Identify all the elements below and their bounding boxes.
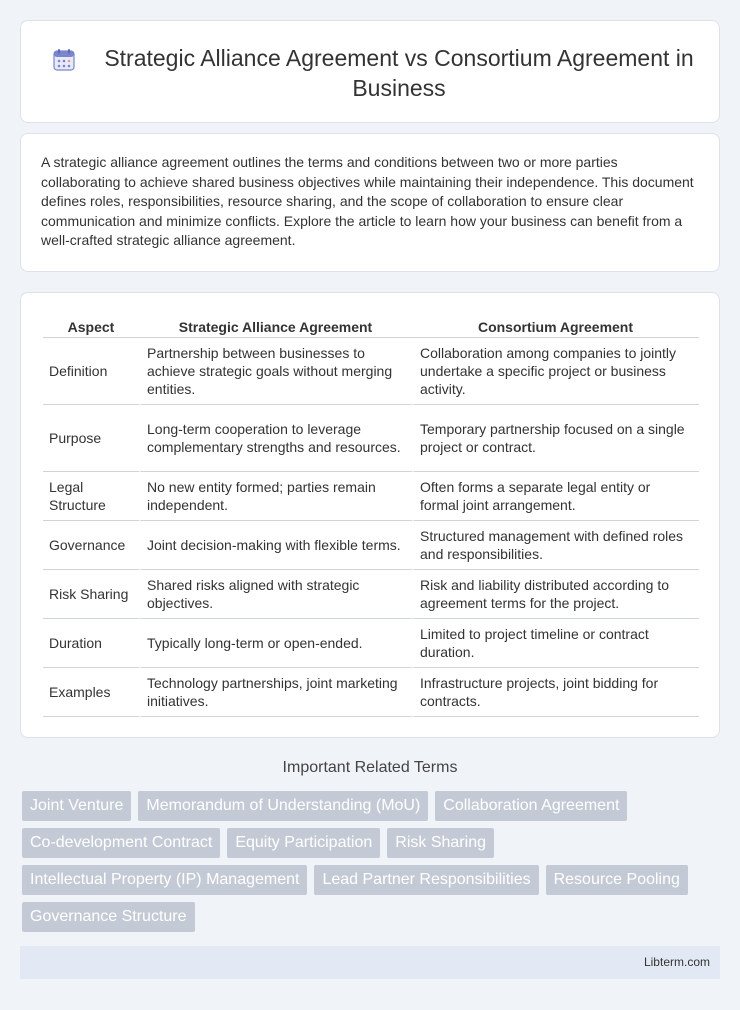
row-strategic-alliance: Long-term cooperation to leverage complementary strengths and resources. [139,405,412,472]
tag-mou[interactable]: Memorandum of Understanding (MoU) [138,791,428,821]
row-strategic-alliance: Technology partnerships, joint marketing initiatives. [139,668,412,717]
table-row [43,338,699,405]
table-row [43,619,699,668]
tag-collaboration-agreement[interactable]: Collaboration Agreement [435,791,627,821]
tag-resource-pooling[interactable]: Resource Pooling [546,865,688,895]
related-terms-list [22,791,722,939]
title-card [20,20,720,123]
related-terms-title: Important Related Terms [282,759,458,776]
row-strategic-alliance: Partnership between businesses to achieve strategic goals without merging entities. [139,338,412,405]
row-strategic-alliance: Joint decision-making with flexible terms. [139,521,412,570]
row-consortium: Collaboration among companies to jointly undertake a specific project or business activity. [412,338,699,405]
row-aspect: Definition [43,338,139,405]
footer-site-link[interactable]: Libterm.com [643,955,710,969]
footer [20,946,720,979]
row-consortium: Temporary partnership focused on a single project or contract. [412,405,699,472]
row-consortium: Infrastructure projects, joint bidding for contracts. [412,668,699,717]
comparison-card [20,292,720,738]
table-row [43,521,699,570]
row-strategic-alliance: No new entity formed; parties remain independent. [139,472,412,521]
tag-co-development-contract[interactable]: Co-development Contract [22,828,220,858]
header-aspect: Aspect [43,313,139,338]
page-title: Strategic Alliance Agreement vs Consortium Agreement in Business [104,45,694,101]
tag-ip-management[interactable]: Intellectual Property (IP) Management [22,865,307,895]
table-header-row [43,313,699,338]
tag-governance-structure[interactable]: Governance Structure [22,902,195,932]
tag-lead-partner-responsibilities[interactable]: Lead Partner Responsibilities [314,865,538,895]
row-aspect: Governance [43,521,139,570]
comparison-table [43,313,699,717]
table-row [43,405,699,472]
row-strategic-alliance: Typically long-term or open-ended. [139,619,412,668]
tag-joint-venture[interactable]: Joint Venture [22,791,131,821]
row-aspect: Legal Structure [43,472,139,521]
row-aspect: Duration [43,619,139,668]
title-wrap [51,43,699,103]
row-consortium: Often forms a separate legal entity or formal joint arrangement. [412,472,699,521]
calendar-icon [51,47,77,73]
intro-card [20,133,720,272]
row-consortium: Limited to project timeline or contract duration. [412,619,699,668]
row-aspect: Examples [43,668,139,717]
row-consortium: Risk and liability distributed according to agreement terms for the project. [412,570,699,619]
tag-equity-participation[interactable]: Equity Participation [227,828,380,858]
table-row [43,472,699,521]
row-strategic-alliance: Shared risks aligned with strategic objectives. [139,570,412,619]
tag-risk-sharing[interactable]: Risk Sharing [387,828,494,858]
header-strategic-alliance: Strategic Alliance Agreement [139,313,412,338]
table-row [43,668,699,717]
table-row [43,570,699,619]
row-aspect: Risk Sharing [43,570,139,619]
row-consortium: Structured management with defined roles and responsibilities. [412,521,699,570]
header-consortium: Consortium Agreement [412,313,699,338]
intro-paragraph: A strategic alliance agreement outlines the terms and conditions between two or more parties collaborating to achieve shared business objectives while maintaining their independence. This document defines roles, responsibilities, resource sharing, and the scope of collaboration to ensure clear communication and minimize conflicts. Explore the article to learn how your business can benefit from a well-crafted strategic alliance agreement. [41,154,694,249]
row-aspect: Purpose [43,405,139,472]
